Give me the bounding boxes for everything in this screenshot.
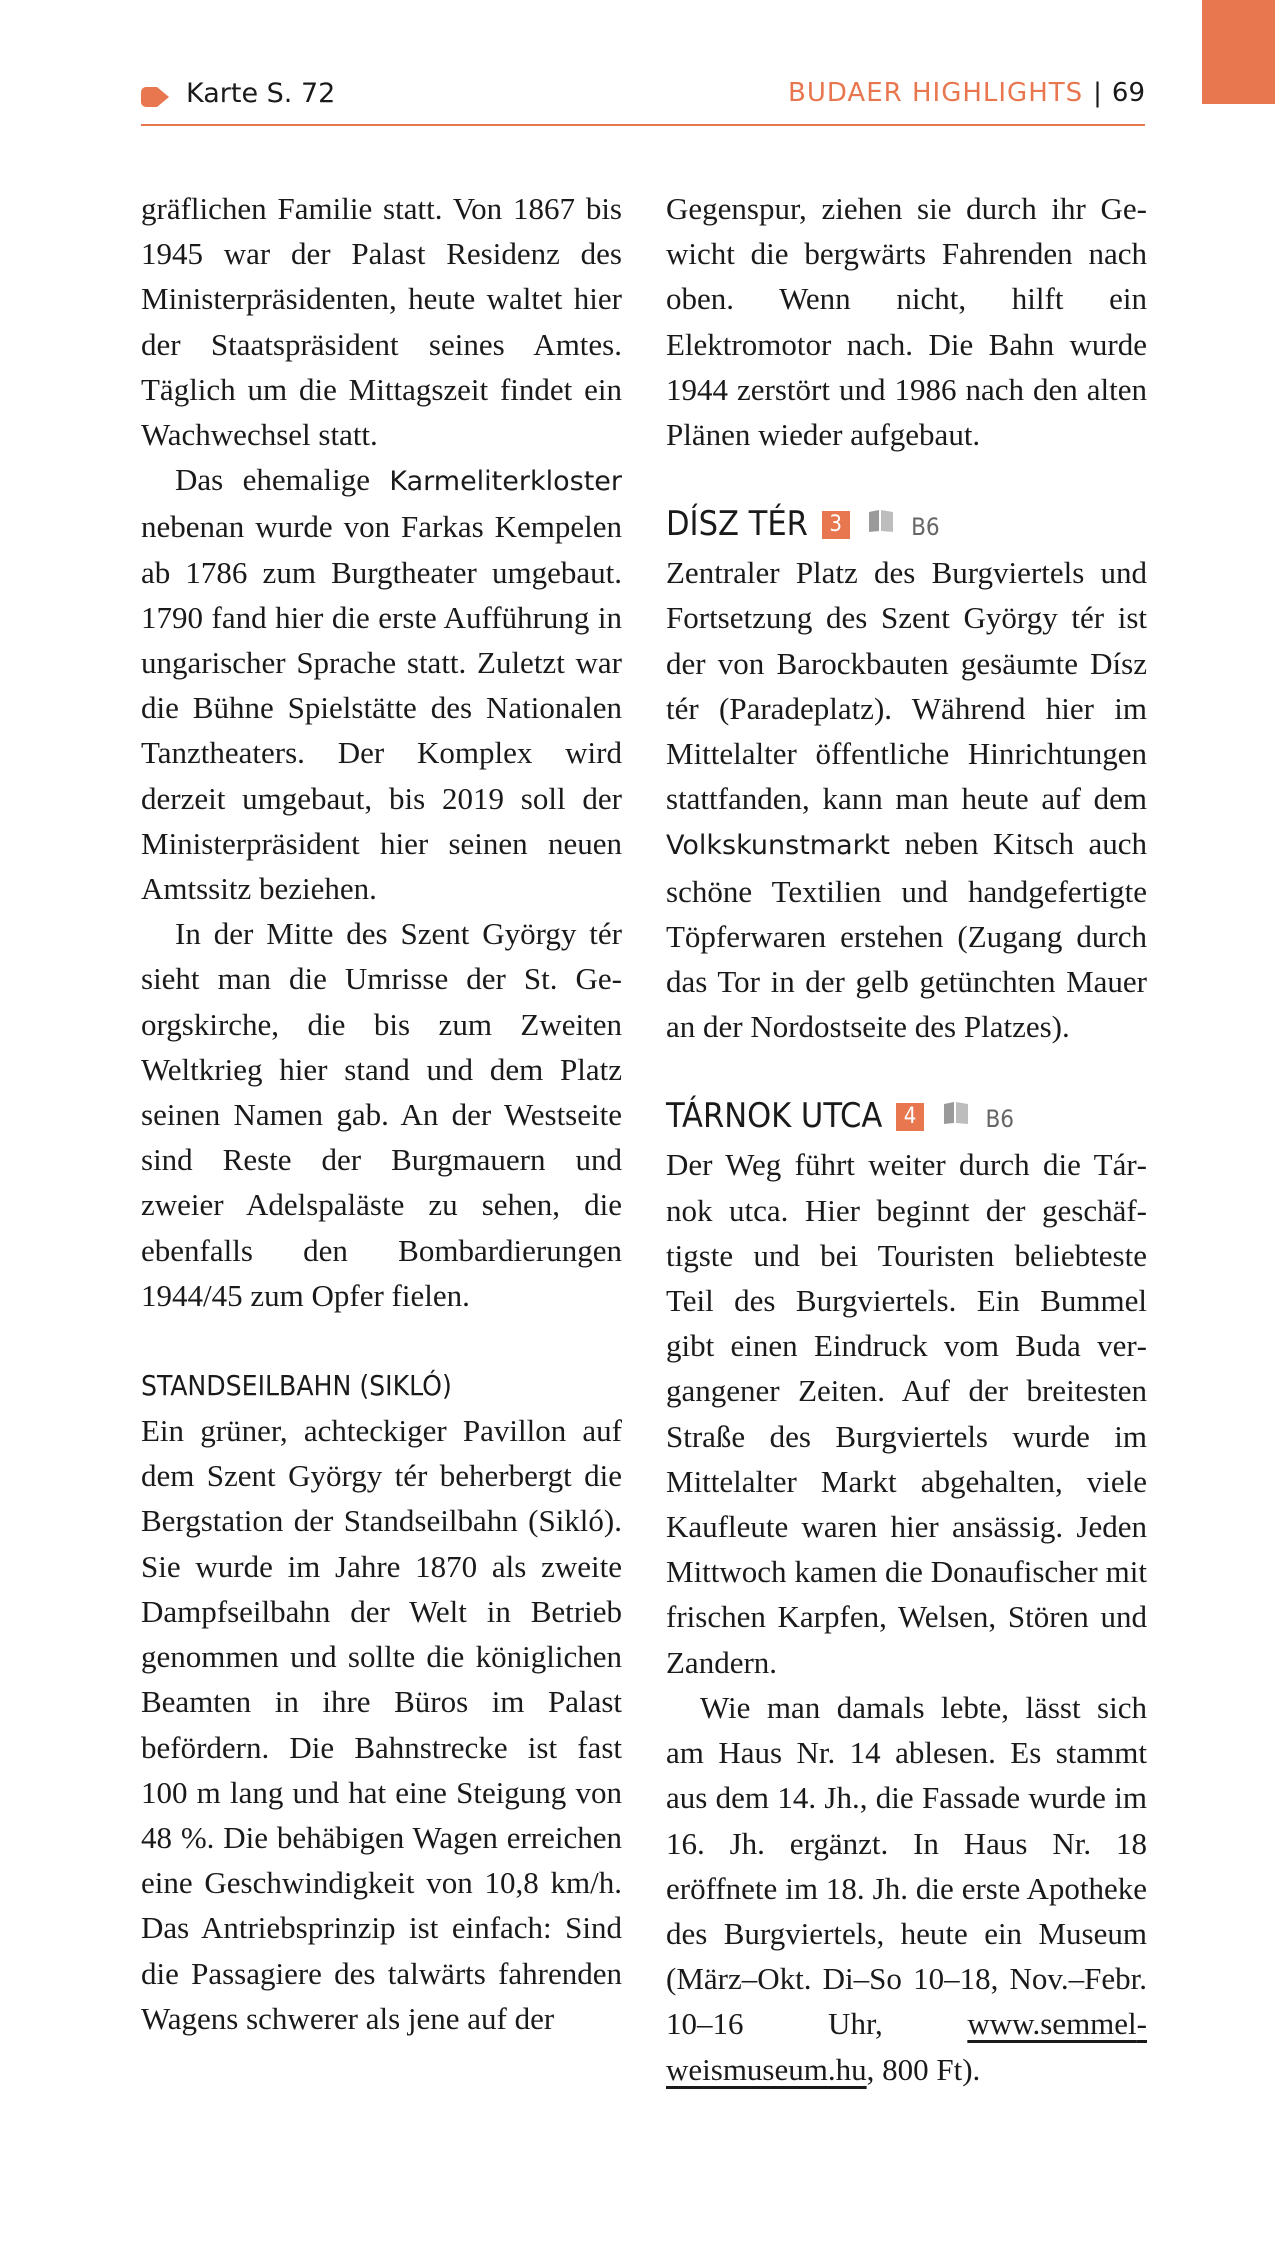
paragraph: Ein grüner, achteckiger Pavillon auf dem Szent György tér beherbergt die Bergstation der Standseilbahn (Sikló). Sie wurde im Jahre 1870 als zweite Dampfseilbahn der Welt in Betrieb genommen und sollte die königlichen Beamten in ihre Büros im Palast befördern. Die Bahnstrecke ist fast 100 m lang und hat eine Steigung von 48 %. Die behäbigen Wagen erreichen eine Geschwindigkeit von 10,8 km/h. Das Antriebsprinzip ist einfach: Sind die Passagiere des talwärts fahrenden Wagens schwerer als jene auf der [141, 1413, 622, 2036]
text-run: Zentraler Platz des Burgviertels und Fortsetzung des Szent György tér ist der von Barockbauten gesäumte Dísz tér (Paradeplatz). Während hier im Mittelalter öffentliche Hinrichtungen stattfanden, kann man heute auf dem [666, 555, 1147, 817]
section-title: BUDAER HIGHLIGHTS [788, 78, 1084, 108]
sight-number-badge: 3 [822, 511, 850, 539]
page-corner-tab [1202, 0, 1275, 104]
heading-text: DÍSZ TÉR [666, 504, 808, 545]
map-reference-link[interactable]: Karte S. 72 [186, 78, 336, 109]
map-book-icon [867, 509, 895, 533]
museum-website-link[interactable]: www.semmelweismuseum.hu [666, 2006, 1147, 2087]
heading-tarnok-utca [666, 1094, 1147, 1142]
running-head [788, 78, 1145, 108]
text-run: Wie man damals lebte, lässt sich am Haus Nr. 14 ablesen. Es stammt aus dem 14. Jh., die Fassade wurde im 16. Jh. ergänzt. In Haus Nr. 18 eröffnete im 18. Jh. die erste Apotheke des Burgviertels, heute ein Museum (März–Okt. Di–So 10–18, Nov.–Febr. 10–16 Uhr, [666, 1689, 1147, 2042]
text-run: nebenan wurde von Farkas Kempelen ab 1786 zum Burgtheater umgebaut. 1790 fand hier die erste Aufführung in ungarischer Sprache statt. Zuletzt war die Bühne Spielstätte des Nationalen Tanztheaters. Der Komplex wird derzeit umgebaut, bis 2019 soll der Ministerpräsident hier seinen neuen Amtssitz beziehen. [141, 509, 622, 907]
paragraph: gräflichen Familie statt. Von 1867 bis 1945 war der Palast Residenz des Ministerpräsidenten, heute waltet hier der Staatspräsident seines Amtes. Täglich um die Mittagszeit findet ein Wachwechsel statt. [141, 191, 622, 453]
paragraph [666, 550, 1147, 1049]
page-number: 69 [1111, 78, 1145, 108]
keyword-karmeliterkloster: Karmeliterkloster [389, 466, 622, 498]
paragraph: In der Mitte des Szent György tér sieht man die Umrisse der St. Georgskirche, die bis zum Zweiten Weltkrieg hier stand und dem Platz seinen Namen gab. An der Westseite sind Reste der Burgmauern und zweier Adelspaläste zu sehen, die ebenfalls den Bombardierungen 1944/45 zum Opfer fielen. [141, 916, 622, 1313]
heading-text: TÁRNOK UTCA [666, 1096, 883, 1137]
left-column [141, 186, 622, 2041]
page-header [141, 74, 1145, 126]
map-book-icon [942, 1101, 970, 1125]
paragraph: Gegenspur, ziehen sie durch ihr Gewicht die bergwärts Fahrenden nach oben. Wenn nicht, hilft ein Elektromotor nach. Die Bahn wurde 1944 zerstört und 1986 nach den alten Plänen wieder aufgebaut. [666, 191, 1147, 453]
paragraph: Der Weg führt weiter durch die Tárnok utca. Hier beginnt der geschäftigste und bei Touristen beliebteste Teil des Burgviertels. Ein Bummel gibt einen Eindruck vom Buda vergangener Zeiten. Auf der breitesten Straße des Burgviertels wurde im Mittelalter Markt abgehalten, viele Kaufleute waren hier ansässig. Jeden Mittwoch kamen die Donaufischer mit frischen Karpfen, Welsen, Stören und Zandern. [666, 1147, 1147, 1680]
text-run: neben Kitsch auch schöne Textilien und handgefertigte Töpferwaren erstehen (Zugang durch das Tor in der gelb getünchten Mauer an der Nordostseite des Platzes). [666, 826, 1147, 1045]
text-run: , 800 Ft). [866, 2051, 981, 2087]
grid-reference: B6 [911, 513, 940, 542]
text-run: Das ehemalige [175, 462, 390, 498]
right-column [666, 186, 1147, 2092]
grid-reference: B6 [985, 1105, 1014, 1134]
header-separator: | [1093, 78, 1102, 108]
heading-standseilbahn: STANDSEILBAHN (SIKLÓ) [141, 1369, 452, 1403]
sight-number-badge: 4 [896, 1103, 924, 1131]
heading-disz-ter [666, 502, 1147, 550]
paragraph [141, 457, 622, 911]
keyword-volkskunstmarkt: Volkskunstmarkt [666, 830, 890, 862]
map-marker-icon [141, 87, 157, 107]
paragraph [666, 1685, 1147, 2092]
